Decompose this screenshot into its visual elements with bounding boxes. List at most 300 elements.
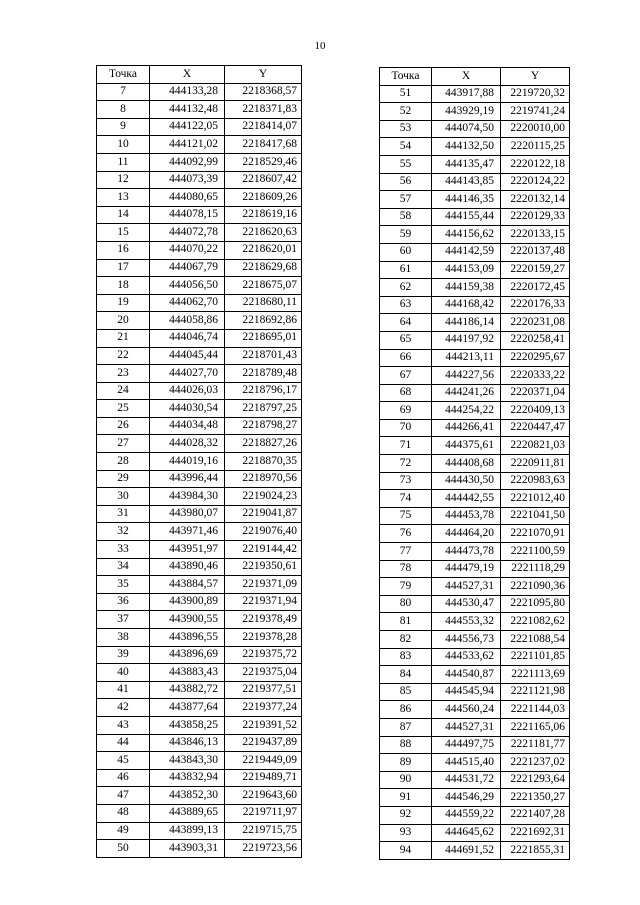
point-cell: 64 (380, 314, 432, 332)
x-cell: 444155,44 (432, 208, 501, 226)
point-cell: 36 (97, 593, 150, 611)
table-row (380, 138, 570, 156)
point-cell: 79 (380, 578, 432, 596)
x-cell: 444464,20 (432, 525, 501, 543)
table-row (380, 578, 570, 596)
table-row (380, 173, 570, 191)
x-cell: 443877,64 (150, 699, 225, 717)
table-row (380, 718, 570, 736)
y-cell: 2220129,33 (501, 208, 570, 226)
x-cell: 444213,11 (432, 349, 501, 367)
point-cell: 32 (97, 523, 150, 541)
y-cell: 2219643,60 (225, 787, 302, 805)
point-cell: 62 (380, 279, 432, 297)
x-cell: 444527,31 (432, 718, 501, 736)
y-cell: 2221121,98 (501, 683, 570, 701)
point-cell: 87 (380, 718, 432, 736)
y-cell: 2218609,26 (225, 189, 302, 207)
point-cell: 85 (380, 683, 432, 701)
y-cell: 2219378,28 (225, 629, 302, 647)
y-cell: 2219723,56 (225, 840, 302, 858)
point-cell: 41 (97, 681, 150, 699)
table-row (97, 101, 302, 119)
y-cell: 2219391,52 (225, 716, 302, 734)
table-row (97, 312, 302, 330)
x-cell: 444153,09 (432, 261, 501, 279)
page-number: 10 (314, 40, 326, 52)
x-cell: 444067,79 (150, 259, 225, 277)
x-cell: 444092,99 (150, 153, 225, 171)
table-row (380, 701, 570, 719)
header-x: X (432, 68, 501, 86)
table-row (380, 349, 570, 367)
point-cell: 27 (97, 435, 150, 453)
table-row (380, 543, 570, 561)
y-cell: 2218970,56 (225, 470, 302, 488)
y-cell: 2218607,42 (225, 171, 302, 189)
table-row (97, 241, 302, 259)
table-row (380, 155, 570, 173)
x-cell: 443929,19 (432, 103, 501, 121)
x-cell: 444430,50 (432, 472, 501, 490)
y-cell: 2218789,48 (225, 365, 302, 383)
point-cell: 11 (97, 153, 150, 171)
table-row (97, 347, 302, 365)
table-row (380, 771, 570, 789)
y-cell: 2221237,02 (501, 754, 570, 772)
y-cell: 2220172,45 (501, 279, 570, 297)
point-cell: 10 (97, 136, 150, 154)
point-cell: 76 (380, 525, 432, 543)
x-cell: 444530,47 (432, 595, 501, 613)
table-row (97, 453, 302, 471)
point-cell: 13 (97, 189, 150, 207)
x-cell: 444254,22 (432, 402, 501, 420)
table-row (97, 400, 302, 418)
x-cell: 444132,48 (150, 101, 225, 119)
point-cell: 86 (380, 701, 432, 719)
table-row (380, 613, 570, 631)
y-cell: 2220821,03 (501, 437, 570, 455)
point-cell: 45 (97, 752, 150, 770)
x-cell: 443890,46 (150, 558, 225, 576)
y-cell: 2219377,24 (225, 699, 302, 717)
x-cell: 444122,05 (150, 118, 225, 136)
table-row (97, 558, 302, 576)
point-cell: 92 (380, 806, 432, 824)
x-cell: 444453,78 (432, 507, 501, 525)
x-cell: 444056,50 (150, 277, 225, 295)
table-row (97, 840, 302, 858)
x-cell: 444473,78 (432, 543, 501, 561)
x-cell: 443996,44 (150, 470, 225, 488)
point-cell: 30 (97, 488, 150, 506)
table-row (380, 437, 570, 455)
y-cell: 2218414,07 (225, 118, 302, 136)
x-cell: 443917,88 (432, 85, 501, 103)
y-cell: 2221692,31 (501, 824, 570, 842)
table-row (97, 822, 302, 840)
header-y: Y (501, 68, 570, 86)
table-row (97, 752, 302, 770)
table-row (380, 419, 570, 437)
table-row (380, 314, 570, 332)
x-cell: 443882,72 (150, 681, 225, 699)
x-cell: 444132,50 (432, 138, 501, 156)
point-cell: 31 (97, 505, 150, 523)
point-cell: 60 (380, 243, 432, 261)
y-cell: 2218675,07 (225, 277, 302, 295)
y-cell: 2220124,22 (501, 173, 570, 191)
table-row (380, 736, 570, 754)
y-cell: 2220137,48 (501, 243, 570, 261)
y-cell: 2220983,63 (501, 472, 570, 490)
point-cell: 94 (380, 842, 432, 860)
y-cell: 2221144,03 (501, 701, 570, 719)
table-header-row (380, 68, 570, 86)
table-row (97, 664, 302, 682)
header-point: Точка (97, 66, 150, 84)
table-row (380, 648, 570, 666)
y-cell: 2219741,24 (501, 103, 570, 121)
table-row (380, 824, 570, 842)
table-row (97, 206, 302, 224)
point-cell: 71 (380, 437, 432, 455)
table-row (380, 331, 570, 349)
table-row (97, 576, 302, 594)
table-row (97, 523, 302, 541)
y-cell: 2218796,17 (225, 382, 302, 400)
x-cell: 444019,16 (150, 453, 225, 471)
point-cell: 25 (97, 400, 150, 418)
y-cell: 2221095,80 (501, 595, 570, 613)
table-row (380, 754, 570, 772)
table-row (97, 382, 302, 400)
table-row (380, 103, 570, 121)
y-cell: 2220176,33 (501, 296, 570, 314)
coordinates-table-left (96, 65, 302, 858)
table-row (380, 631, 570, 649)
point-cell: 88 (380, 736, 432, 754)
y-cell: 2219489,71 (225, 769, 302, 787)
y-cell: 2219449,09 (225, 752, 302, 770)
x-cell: 444073,39 (150, 171, 225, 189)
point-cell: 33 (97, 541, 150, 559)
point-cell: 55 (380, 155, 432, 173)
y-cell: 2219076,40 (225, 523, 302, 541)
y-cell: 2219350,61 (225, 558, 302, 576)
y-cell: 2219715,75 (225, 822, 302, 840)
table-row (97, 329, 302, 347)
x-cell: 443896,55 (150, 629, 225, 647)
table-row (380, 120, 570, 138)
table-row (380, 595, 570, 613)
y-cell: 2218620,01 (225, 241, 302, 259)
x-cell: 444080,65 (150, 189, 225, 207)
point-cell: 34 (97, 558, 150, 576)
table-row (380, 279, 570, 297)
x-cell: 443832,94 (150, 769, 225, 787)
point-cell: 65 (380, 331, 432, 349)
table-row (97, 277, 302, 295)
table-row (380, 842, 570, 860)
y-cell: 2219720,32 (501, 85, 570, 103)
point-cell: 24 (97, 382, 150, 400)
table-row (97, 629, 302, 647)
x-cell: 444045,44 (150, 347, 225, 365)
point-cell: 53 (380, 120, 432, 138)
y-cell: 2221407,28 (501, 806, 570, 824)
point-cell: 8 (97, 101, 150, 119)
x-cell: 444197,92 (432, 331, 501, 349)
y-cell: 2221088,54 (501, 631, 570, 649)
y-cell: 2219375,04 (225, 664, 302, 682)
table-row (380, 384, 570, 402)
point-cell: 49 (97, 822, 150, 840)
x-cell: 444266,41 (432, 419, 501, 437)
point-cell: 51 (380, 85, 432, 103)
y-cell: 2221100,59 (501, 543, 570, 561)
y-cell: 2218701,43 (225, 347, 302, 365)
y-cell: 2218417,68 (225, 136, 302, 154)
table-row (380, 226, 570, 244)
x-cell: 444408,68 (432, 455, 501, 473)
x-cell: 444442,55 (432, 490, 501, 508)
y-cell: 2218695,01 (225, 329, 302, 347)
point-cell: 70 (380, 419, 432, 437)
table-row (380, 191, 570, 209)
table-row (97, 470, 302, 488)
y-cell: 2220447,47 (501, 419, 570, 437)
x-cell: 444133,28 (150, 83, 225, 101)
y-cell: 2219375,72 (225, 646, 302, 664)
y-cell: 2221113,69 (501, 666, 570, 684)
x-cell: 443900,55 (150, 611, 225, 629)
y-cell: 2221070,91 (501, 525, 570, 543)
table-row (380, 666, 570, 684)
point-cell: 35 (97, 576, 150, 594)
point-cell: 7 (97, 83, 150, 101)
point-cell: 89 (380, 754, 432, 772)
y-cell: 2220911,81 (501, 455, 570, 473)
table-row (380, 455, 570, 473)
point-cell: 68 (380, 384, 432, 402)
y-cell: 2221041,50 (501, 507, 570, 525)
x-cell: 444074,50 (432, 120, 501, 138)
y-cell: 2220333,22 (501, 367, 570, 385)
y-cell: 2220133,15 (501, 226, 570, 244)
x-cell: 443896,69 (150, 646, 225, 664)
x-cell: 444515,40 (432, 754, 501, 772)
table-row (97, 171, 302, 189)
point-cell: 72 (380, 455, 432, 473)
y-cell: 2218798,27 (225, 417, 302, 435)
point-cell: 73 (380, 472, 432, 490)
x-cell: 444142,59 (432, 243, 501, 261)
point-cell: 43 (97, 716, 150, 734)
x-cell: 444531,72 (432, 771, 501, 789)
x-cell: 443852,30 (150, 787, 225, 805)
point-cell: 21 (97, 329, 150, 347)
point-cell: 39 (97, 646, 150, 664)
x-cell: 443980,07 (150, 505, 225, 523)
table-row (380, 507, 570, 525)
point-cell: 78 (380, 560, 432, 578)
table-row (97, 734, 302, 752)
y-cell: 2220132,14 (501, 191, 570, 209)
x-cell: 443900,89 (150, 593, 225, 611)
header-point: Точка (380, 68, 432, 86)
point-cell: 54 (380, 138, 432, 156)
x-cell: 443899,13 (150, 822, 225, 840)
x-cell: 443846,13 (150, 734, 225, 752)
table-row (97, 593, 302, 611)
table-row (380, 208, 570, 226)
table-row (380, 243, 570, 261)
y-cell: 2218629,68 (225, 259, 302, 277)
x-cell: 444034,48 (150, 417, 225, 435)
table-row (97, 189, 302, 207)
coordinates-table-right (379, 67, 570, 860)
y-cell: 2219144,42 (225, 541, 302, 559)
point-cell: 90 (380, 771, 432, 789)
point-cell: 22 (97, 347, 150, 365)
y-cell: 2218870,35 (225, 453, 302, 471)
x-cell: 444121,02 (150, 136, 225, 154)
table-row (97, 769, 302, 787)
x-cell: 444497,75 (432, 736, 501, 754)
point-cell: 57 (380, 191, 432, 209)
table-row (97, 804, 302, 822)
table-row (380, 85, 570, 103)
x-cell: 444168,42 (432, 296, 501, 314)
table-row (97, 259, 302, 277)
x-cell: 444540,87 (432, 666, 501, 684)
table-row (97, 435, 302, 453)
point-cell: 48 (97, 804, 150, 822)
x-cell: 444375,61 (432, 437, 501, 455)
y-cell: 2220231,08 (501, 314, 570, 332)
table-row (380, 490, 570, 508)
x-cell: 444227,56 (432, 367, 501, 385)
x-cell: 443884,57 (150, 576, 225, 594)
table-row (380, 560, 570, 578)
y-cell: 2218619,16 (225, 206, 302, 224)
point-cell: 82 (380, 631, 432, 649)
point-cell: 9 (97, 118, 150, 136)
point-cell: 74 (380, 490, 432, 508)
y-cell: 2219371,09 (225, 576, 302, 594)
x-cell: 444559,22 (432, 806, 501, 824)
point-cell: 83 (380, 648, 432, 666)
point-cell: 47 (97, 787, 150, 805)
table-row (97, 681, 302, 699)
point-cell: 46 (97, 769, 150, 787)
point-cell: 26 (97, 417, 150, 435)
point-cell: 14 (97, 206, 150, 224)
x-cell: 443971,46 (150, 523, 225, 541)
x-cell: 443858,25 (150, 716, 225, 734)
x-cell: 444028,32 (150, 435, 225, 453)
point-cell: 17 (97, 259, 150, 277)
y-cell: 2219041,87 (225, 505, 302, 523)
y-cell: 2221101,85 (501, 648, 570, 666)
table-body-left (97, 83, 302, 857)
y-cell: 2220159,27 (501, 261, 570, 279)
y-cell: 2218827,26 (225, 435, 302, 453)
x-cell: 444026,03 (150, 382, 225, 400)
point-cell: 63 (380, 296, 432, 314)
x-cell: 444533,62 (432, 648, 501, 666)
x-cell: 444527,31 (432, 578, 501, 596)
table-row (380, 806, 570, 824)
point-cell: 19 (97, 294, 150, 312)
y-cell: 2220258,41 (501, 331, 570, 349)
x-cell: 444062,70 (150, 294, 225, 312)
y-cell: 2218620,63 (225, 224, 302, 242)
table-row (380, 296, 570, 314)
x-cell: 443843,30 (150, 752, 225, 770)
y-cell: 2221012,40 (501, 490, 570, 508)
y-cell: 2220371,04 (501, 384, 570, 402)
y-cell: 2221118,29 (501, 560, 570, 578)
table-row (97, 716, 302, 734)
point-cell: 15 (97, 224, 150, 242)
table-row (380, 402, 570, 420)
y-cell: 2221165,06 (501, 718, 570, 736)
y-cell: 2220295,67 (501, 349, 570, 367)
y-cell: 2218797,25 (225, 400, 302, 418)
point-cell: 59 (380, 226, 432, 244)
point-cell: 56 (380, 173, 432, 191)
point-cell: 91 (380, 789, 432, 807)
table-row (380, 367, 570, 385)
table-row (380, 261, 570, 279)
y-cell: 2221350,27 (501, 789, 570, 807)
x-cell: 444058,86 (150, 312, 225, 330)
point-cell: 38 (97, 629, 150, 647)
y-cell: 2221082,62 (501, 613, 570, 631)
y-cell: 2218692,86 (225, 312, 302, 330)
table-row (97, 118, 302, 136)
y-cell: 2220010,00 (501, 120, 570, 138)
point-cell: 40 (97, 664, 150, 682)
y-cell: 2221090,36 (501, 578, 570, 596)
point-cell: 61 (380, 261, 432, 279)
y-cell: 2221181,77 (501, 736, 570, 754)
table-body-right (380, 85, 570, 859)
y-cell: 2219711,97 (225, 804, 302, 822)
y-cell: 2221293,64 (501, 771, 570, 789)
table-row (97, 611, 302, 629)
x-cell: 444159,38 (432, 279, 501, 297)
point-cell: 77 (380, 543, 432, 561)
x-cell: 443903,31 (150, 840, 225, 858)
point-cell: 84 (380, 666, 432, 684)
point-cell: 58 (380, 208, 432, 226)
table-row (97, 365, 302, 383)
point-cell: 12 (97, 171, 150, 189)
point-cell: 23 (97, 365, 150, 383)
x-cell: 444546,29 (432, 789, 501, 807)
point-cell: 67 (380, 367, 432, 385)
point-cell: 93 (380, 824, 432, 842)
y-cell: 2220409,13 (501, 402, 570, 420)
x-cell: 444691,52 (432, 842, 501, 860)
point-cell: 20 (97, 312, 150, 330)
x-cell: 444553,32 (432, 613, 501, 631)
table-row (97, 136, 302, 154)
